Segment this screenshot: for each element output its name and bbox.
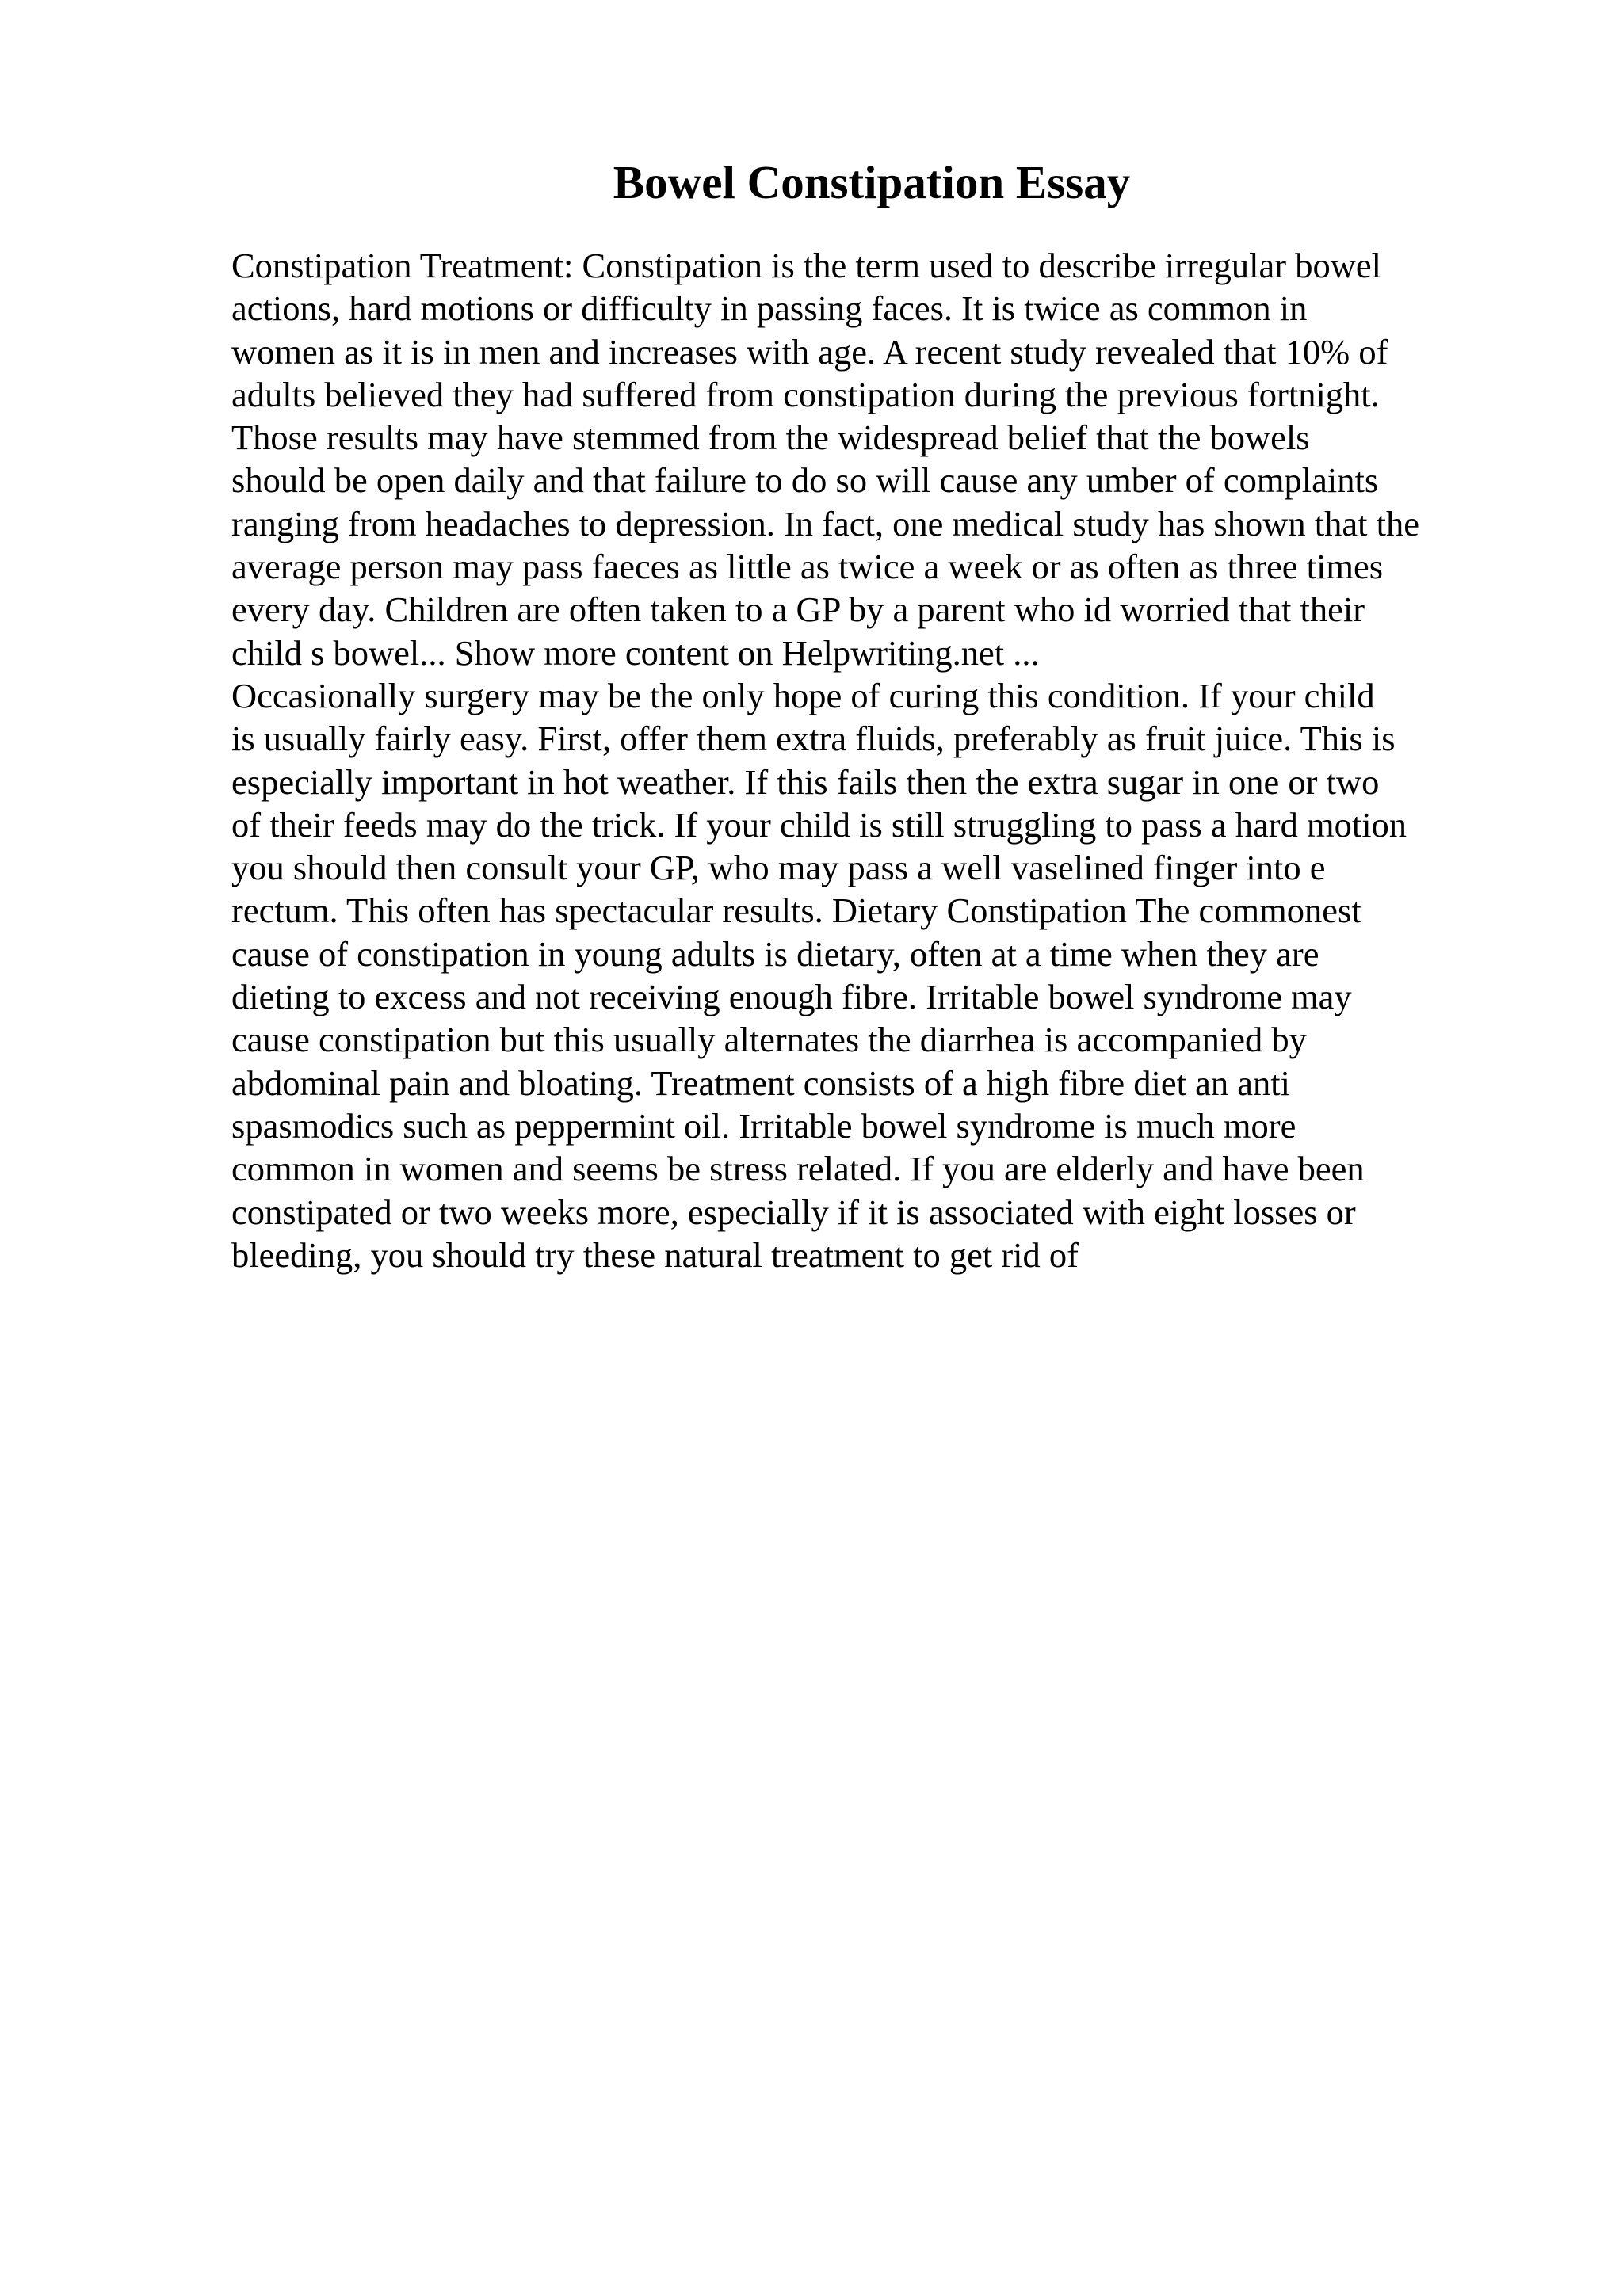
body-line: constipated or two weeks more, especially if it is associated with eight losses or — [231, 1192, 1356, 1232]
body-line: should be open daily and that failure to do so will cause any umber of complaints — [231, 460, 1379, 501]
body-line: rectum. This often has spectacular results. Dietary Constipation The commonest — [231, 891, 1361, 931]
body-line: spasmodics such as peppermint oil. Irritable bowel syndrome is much more — [231, 1105, 1296, 1146]
body-line: ranging from headaches to depression. In fact, one medical study has shown that the — [231, 503, 1419, 543]
body-line: cause constipation but this usually alternates the diarrhea is accompanied by — [231, 1020, 1307, 1060]
body-line: every day. Children are often taken to a GP by a parent who id worried that their — [231, 589, 1365, 630]
body-line: average person may pass faeces as little as twice a week or as often as three times — [231, 547, 1384, 587]
body-line: common in women and seems be stress related. If you are elderly and have been — [231, 1149, 1365, 1189]
body-line: adults believed they had suffered from constipation during the previous fortnight. — [231, 374, 1380, 414]
document-title: Bowel Constipation Essay — [613, 156, 1131, 208]
body-line: women as it is in men and increases with age. A recent study revealed that 10% of — [231, 331, 1388, 372]
body-line: Constipation Treatment: Constipation is the term used to describe irregular bowel — [231, 246, 1381, 285]
body-line: Occasionally surgery may be the only hope of curing this condition. If your child — [231, 675, 1375, 715]
body-line: is usually fairly easy. First, offer them extra fluids, preferably as fruit juice. This is — [231, 719, 1396, 759]
body-line: especially important in hot weather. If this fails then the extra sugar in one or two — [231, 761, 1380, 802]
body-line: cause of constipation in young adults is dietary, often at a time when they are — [231, 933, 1319, 974]
body-line: abdominal pain and bloating. Treatment consists of a high fibre diet an anti — [231, 1062, 1290, 1103]
body-line: of their feeds may do the trick. If your child is still struggling to pass a hard motion — [231, 804, 1407, 845]
body-line: child s bowel... Show more content on Helpwriting.net ... — [231, 632, 1040, 673]
body-line: dieting to excess and not receiving enough fibre. Irritable bowel syndrome may — [231, 977, 1352, 1017]
document-body — [231, 244, 1515, 1276]
body-line: bleeding, you should try these natural treatment to get rid of — [231, 1234, 1079, 1275]
body-line: you should then consult your GP, who may pass a well vaselined finger into e — [231, 848, 1326, 888]
body-line: Those results may have stemmed from the widespread belief that the bowels — [231, 418, 1310, 458]
body-line: actions, hard motions or difficulty in passing faces. It is twice as common in — [231, 288, 1308, 329]
